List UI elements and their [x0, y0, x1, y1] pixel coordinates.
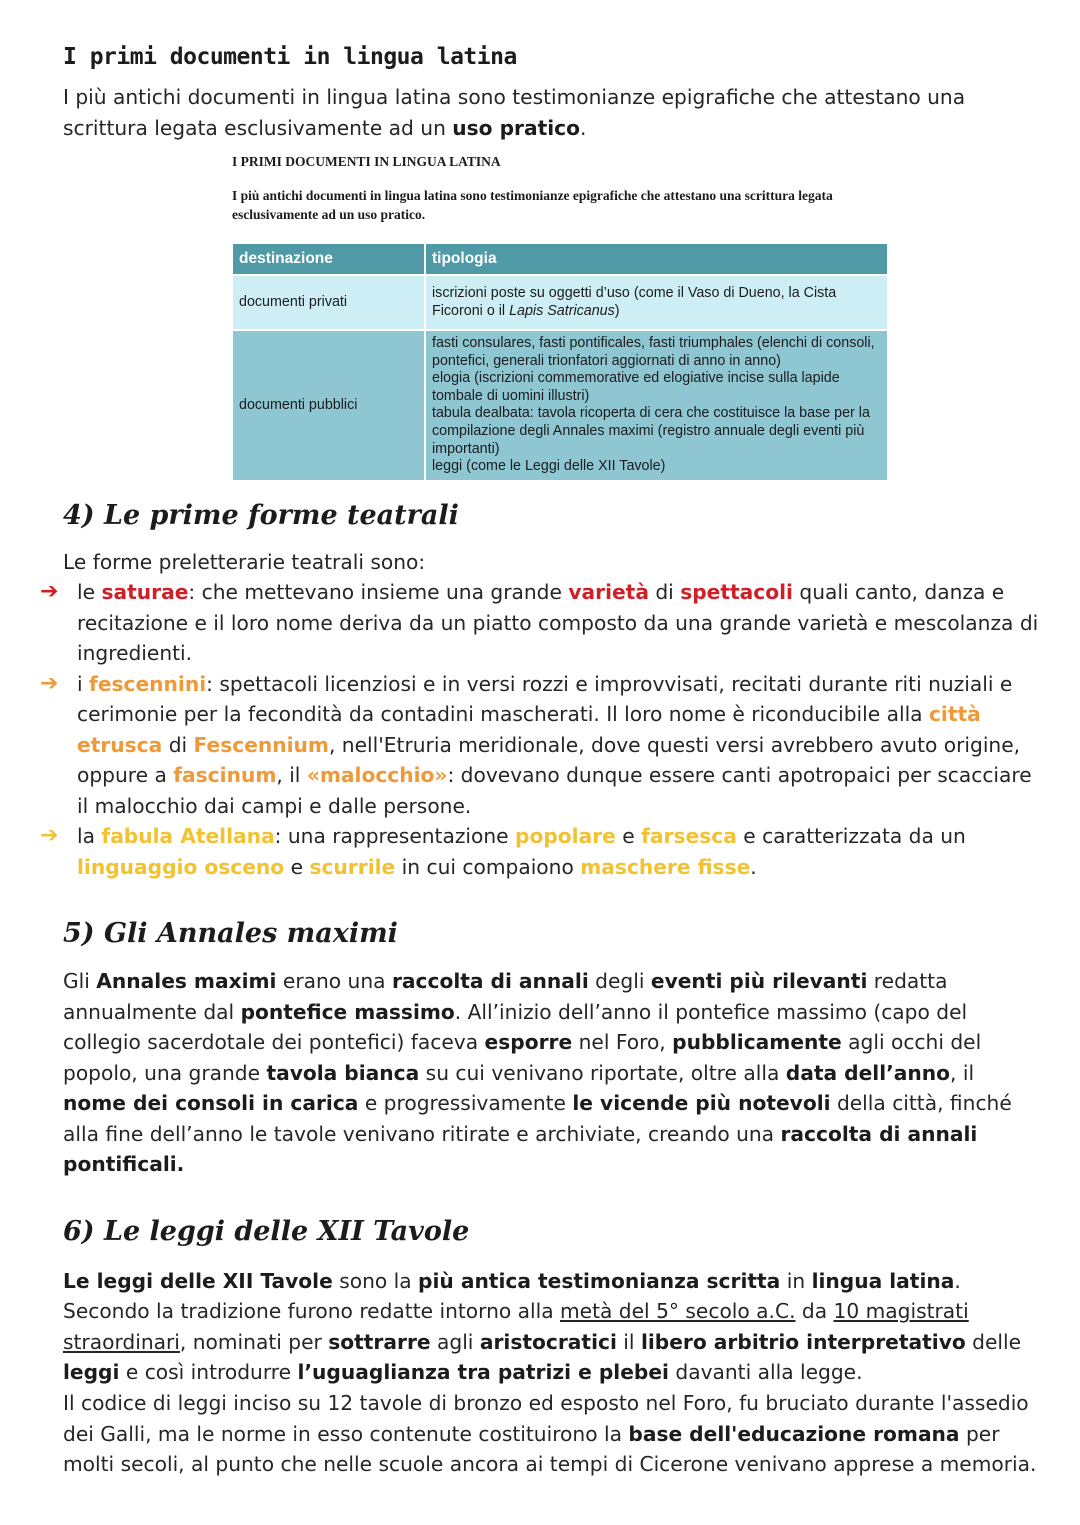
text-segment: 10 magistrati straordinari — [63, 1299, 969, 1354]
text-segment: l’uguaglianza tra patrizi e plebei — [297, 1360, 669, 1384]
text-segment: città etrusca — [77, 702, 981, 757]
text-segment: Gli — [63, 969, 97, 993]
text-segment: : spettacoli licenziosi e in versi rozzi e improvvisati, recitati durante riti nuziali e cerimonie per la fecondità da contadini mascherati. Il loro nome è riconducibile alla — [77, 671, 1013, 726]
paragraph-annales-maximi — [63, 966, 1038, 1180]
text-segment: varietà — [568, 580, 649, 604]
text-segment: : che mettevano insieme una grande — [188, 580, 569, 604]
text-segment: leggi (come le Leggi delle XII Tavole) — [432, 458, 666, 475]
paragraph-leggi-2 — [63, 1296, 1038, 1388]
text-segment: , nell'Etruria meridionale, dove questi versi avrebbero avuto origine, oppure a — [77, 732, 1021, 787]
tipologia-line — [432, 285, 881, 320]
table-row — [233, 275, 888, 330]
text-segment: nel Foro, — [572, 1030, 673, 1054]
text-segment: tabula dealbata: tavola ricoperta di cera che costituisce la base per la compilazione degli Annales maximi (registro annuale degli eventi più importanti) — [432, 405, 870, 457]
text-segment: i — [77, 671, 90, 696]
text-segment: data dell’anno — [785, 1060, 951, 1085]
text-segment: erano una — [276, 969, 392, 993]
text-segment: esporre — [484, 1030, 573, 1054]
text-segment: leggi — [63, 1360, 120, 1384]
tipologia-line — [432, 405, 881, 458]
text-segment: popolare — [515, 824, 616, 848]
table-cell-tipologia — [425, 330, 888, 480]
arrow-icon: ➔ — [40, 670, 59, 696]
table-row — [233, 330, 888, 480]
tipologia-line — [432, 370, 881, 405]
theatre-forms-list — [40, 577, 1040, 882]
text-segment: : dovevano dunque essere canti apotropaici per scacciare il malocchio dai campi e dalle persone. — [77, 763, 1032, 818]
text-segment: da — [795, 1299, 834, 1323]
table-header-destinazione: destinazione — [233, 244, 425, 275]
text-segment: e caratterizzata da un — [736, 824, 966, 848]
text-segment: , il — [950, 1060, 975, 1085]
text-segment: aristocratici — [479, 1329, 617, 1354]
text-segment: e — [284, 854, 310, 879]
text-segment: pontefice massimo — [240, 999, 455, 1024]
text-segment: di — [648, 580, 681, 604]
text-segment: redatta annualmente dal — [63, 969, 948, 1024]
text-segment: iscrizioni poste su oggetti d’uso (come il Vaso di Dueno, la Cista Ficoroni o il — [432, 284, 837, 319]
list-item-text — [77, 824, 966, 879]
text-segment: pubblicamente — [672, 1030, 842, 1054]
text-segment: e così introdurre — [119, 1360, 298, 1384]
paragraph-leggi-3 — [63, 1388, 1038, 1480]
list-item-text — [77, 580, 1038, 665]
text-segment: Il codice di leggi inciso su 12 tavole di bronzo ed esposto nel Foro, fu bruciato durante l'assedio dei Galli, ma le norme in esso contenute costituirono la — [63, 1391, 1029, 1446]
section-title-annales-maximi: 5) Gli Annales maximi — [63, 918, 398, 949]
text-segment: . — [954, 1269, 961, 1293]
embedded-document-text: I più antichi documenti in lingua latina sono testimonianze epigrafiche che attestano una scrittura legata esclusivamente ad un uso pratico. — [232, 188, 833, 222]
table-cell-destinazione: documenti privati — [233, 275, 425, 330]
text-segment: , nominati per — [179, 1329, 329, 1354]
list-item-fescennini — [40, 669, 1040, 822]
text-segment: agli — [430, 1329, 480, 1354]
text-segment: fascinum — [173, 763, 277, 787]
text-segment: di — [162, 732, 194, 757]
text-segment: la — [77, 824, 102, 848]
text-segment: uso pratico — [452, 115, 581, 140]
table-header-row — [233, 244, 888, 275]
tipologia-line — [432, 458, 881, 476]
text-segment: libero arbitrio interpretativo — [640, 1329, 966, 1354]
text-segment: , il — [276, 763, 307, 787]
text-segment: elogia (iscrizioni commemorative ed elogiative incise sulla lapide tombale di uomini illustri) — [432, 370, 840, 404]
text-segment: davanti alla legge. — [668, 1360, 863, 1384]
text-segment: Lapis Satricanus — [509, 302, 615, 319]
arrow-icon: ➔ — [40, 579, 59, 604]
paragraph-leggi-1 — [63, 1266, 1038, 1297]
text-segment: scurrile — [309, 854, 396, 879]
text-segment: per molti secoli, al punto che nelle scuole ancora ai tempi di Cicerone venivano apprese a memoria. — [63, 1421, 1037, 1476]
table-cell-destinazione: documenti pubblici — [233, 330, 425, 480]
text-segment: fasti consulares, fasti pontificales, fasti triumphales (elenchi di consoli, pontefici, generali trionfatori aggiornati di anno in anno) — [432, 335, 875, 369]
text-segment: Fescennium — [193, 732, 329, 757]
text-segment: . — [580, 115, 587, 140]
text-segment: tavola bianca — [266, 1060, 420, 1085]
list-item-fabula-atellana — [40, 821, 1040, 882]
tipologia-line — [432, 335, 881, 370]
text-segment: metà del 5° secolo a.C. — [560, 1299, 796, 1323]
text-segment: farsesca — [641, 824, 737, 848]
section-title-primi-documenti: I primi documenti in lingua latina — [63, 44, 517, 70]
text-segment: linguaggio osceno — [77, 854, 285, 879]
text-segment: il — [616, 1329, 641, 1354]
text-segment: agli occhi del popolo, una grande — [63, 1030, 982, 1085]
text-segment: Le leggi delle XII Tavole — [63, 1269, 333, 1293]
paragraph-intro-teatro: Le forme preletterarie teatrali sono: — [63, 550, 426, 574]
text-segment: lingua latina — [811, 1269, 955, 1293]
text-segment: «malocchio» — [306, 763, 448, 787]
text-segment: nome dei consoli in carica — [63, 1091, 359, 1115]
text-segment: maschere fisse — [580, 854, 751, 879]
text-segment: . All’inizio dell’anno il pontefice massimo (capo del collegio sacerdotale dei pontefici) faceva — [63, 999, 968, 1054]
text-segment: delle — [965, 1329, 1022, 1354]
text-segment: raccolta di annali pontificali. — [63, 1121, 978, 1176]
text-segment: quali canto, danza e recitazione e il loro nome deriva da un piatto composto da una grande varietà e mescolanza di ingredienti. — [77, 580, 1039, 665]
text-segment: su cui venivano riportate, oltre alla — [419, 1060, 786, 1085]
text-segment: della città, finché alla fine dell’anno le tavole venivano ritirate e archiviate, creando una — [63, 1091, 1012, 1146]
text-segment: le vicende più notevoli — [572, 1091, 831, 1115]
text-segment: spettacoli — [680, 580, 793, 604]
text-segment: fescennini — [89, 671, 207, 696]
text-segment: ) — [614, 302, 620, 319]
paragraph-primi-documenti — [63, 82, 1038, 143]
text-segment: in cui compaiono — [395, 854, 581, 879]
documents-table — [233, 244, 889, 480]
text-segment: Secondo la tradizione furono redatte intorno alla — [63, 1299, 561, 1323]
text-segment: eventi più rilevanti — [650, 969, 868, 993]
text-segment: degli — [588, 969, 651, 993]
text-segment: fabula Atellana — [101, 824, 275, 848]
arrow-icon: ➔ — [40, 823, 59, 848]
text-segment: in — [780, 1269, 812, 1293]
text-segment: e progressivamente — [358, 1091, 573, 1115]
text-segment: sottrarre — [328, 1329, 431, 1354]
list-item-saturae — [40, 577, 1040, 669]
text-segment: Annales maximi — [96, 969, 277, 993]
text-segment: e — [615, 824, 642, 848]
text-segment: le — [77, 580, 102, 604]
text-segment: raccolta di annali — [391, 969, 589, 993]
text-segment: saturae — [101, 580, 189, 604]
text-segment: più antica testimonianza scritta — [418, 1269, 781, 1293]
list-item-text — [77, 672, 1032, 818]
embedded-document-title: I PRIMI DOCUMENTI IN LINGUA LATINA — [232, 154, 501, 169]
table-header-tipologia: tipologia — [425, 244, 888, 275]
text-segment: . — [750, 854, 757, 879]
table-cell-tipologia — [425, 275, 888, 330]
text-segment: I più antichi documenti in lingua latina sono testimonianze epigrafiche che attestano una scrittura legata esclusivamente ad un — [63, 85, 966, 140]
text-segment: base dell'educazione romana — [628, 1421, 960, 1446]
section-title-leggi-xii-tavole: 6) Le leggi delle XII Tavole — [63, 1216, 470, 1247]
text-segment: sono la — [332, 1269, 419, 1293]
section-title-forme-teatrali: 4) Le prime forme teatrali — [63, 500, 459, 531]
text-segment: : una rappresentazione — [274, 824, 516, 848]
